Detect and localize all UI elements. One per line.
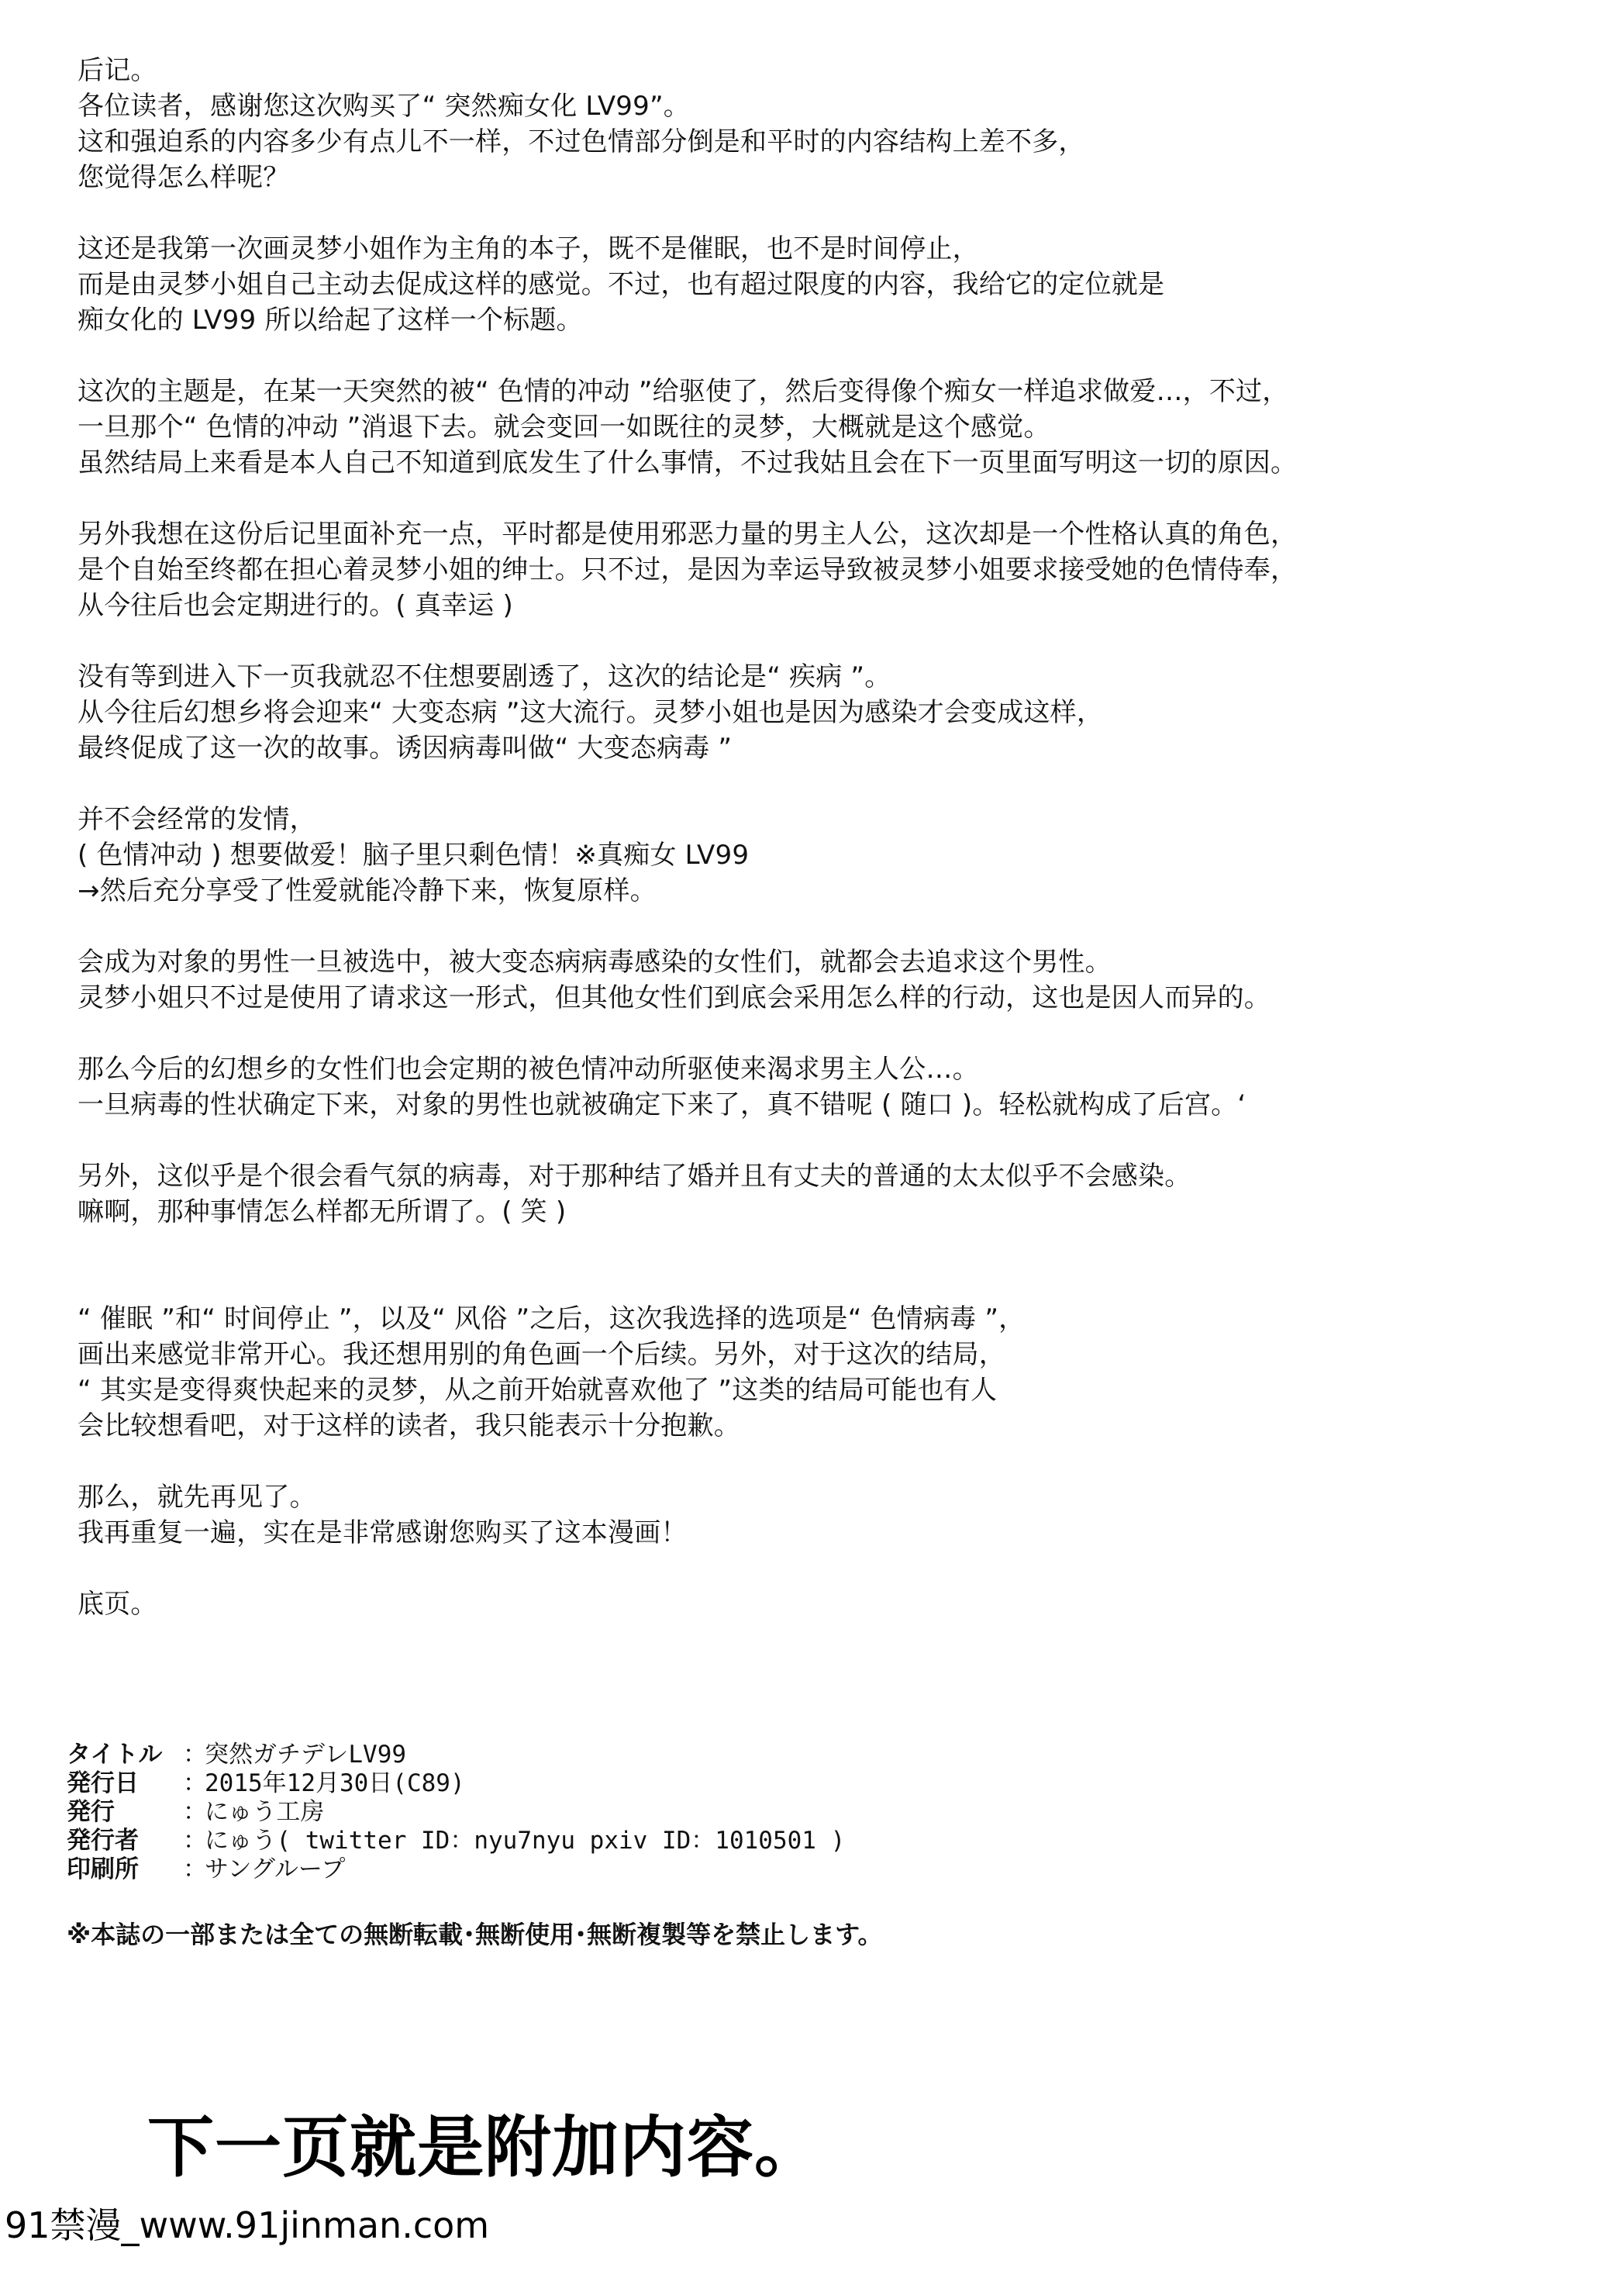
text-line: 那么，就先再见了。 [78,1482,316,1513]
text-line: 而是由灵梦小姐自己主动去促成这样的感觉。不过，也有超过限度的内容，我给它的定位就是 [78,269,1165,300]
colophon-row-printer [67,1855,1152,1884]
afterword-paragraph-1 [78,53,1597,195]
colophon-row-title [67,1741,1152,1769]
text-line: →然后充分享受了性爱就能冷静下来，恢复原样。 [78,875,657,906]
text-line: 灵梦小姐只不过是使用了请求这一形式，但其他女性们到底会采用怎么样的行动，这也是因人而异的。 [78,982,1271,1013]
afterword-paragraph-11 [78,1479,1597,1551]
afterword-paragraph-10 [78,1301,1597,1444]
text-line: 从今往后也会定期进行的。( 真幸运 ) [78,590,513,621]
colophon-key: 発行日 [67,1769,139,1797]
afterword-heading: 后记。 [78,55,157,86]
copyright-notice: ※本誌の一部または全ての無断転載･無断使用･無断複製等を禁止します。 [67,1920,883,1949]
text-line: 一旦病毒的性状确定下来，对象的男性也就被确定下来了，真不错呢 ( 随口 )。轻松就构成了后宫。‘ [78,1089,1246,1120]
afterword-paragraph-2 [78,231,1597,338]
colophon-row-publisher [67,1798,1152,1827]
colophon-separator: ： [183,1798,207,1826]
colophon-heading: 底页。 [78,1589,157,1620]
afterword-paragraph-6 [78,802,1597,909]
afterword-paragraph-9 [78,1158,1597,1230]
colophon-row-date [67,1769,1152,1798]
text-line: 痴女化的 LV99 所以给起了这样一个标题。 [78,305,583,336]
afterword-paragraph-3 [78,374,1597,481]
text-line: 您觉得怎么样呢？ [78,162,290,193]
colophon-value: にゅう工房 [205,1798,325,1826]
afterword-paragraph-12 [78,1586,1597,1622]
text-line: 嘛啊，那种事情怎么样都无所谓了。( 笑 ) [78,1196,567,1227]
text-line: 没有等到进入下一页我就忍不住想要剧透了，这次的结论是“ 疾病 ”。 [78,661,891,692]
afterword-body [78,53,1597,1658]
colophon-separator: ： [183,1855,207,1883]
text-line: “ 催眠 ”和“ 时间停止 ”，以及“ 风俗 ”之后，这次我选择的选项是“ 色情病毒 ”， [78,1303,1026,1334]
text-line: 最终促成了这一次的故事。诱因病毒叫做“ 大变态病毒 ” [78,733,733,764]
site-watermark: 91禁漫_www.91jinman.com [5,2204,490,2246]
text-line: 这次的主题是，在某一天突然的被“ 色情的冲动 ”给驱使了，然后变得像个痴女一样追求做爱…，不过， [78,376,1289,407]
text-line: ( 色情冲动 ) 想要做爱！脑子里只剩色情！※真痴女 LV99 [78,840,750,871]
text-line: 会比较想看吧，对于这样的读者，我只能表示十分抱歉。 [78,1410,740,1441]
colophon-row-issuer [67,1827,1152,1855]
text-line: 这还是我第一次画灵梦小姐作为主角的本子，既不是催眠，也不是时间停止， [78,233,979,264]
text-line: 那么今后的幻想乡的女性们也会定期的被色情冲动所驱使来渴求男主人公…。 [78,1054,979,1085]
colophon-key: 発行 [67,1798,115,1826]
afterword-paragraph-8 [78,1051,1597,1123]
colophon-key: 印刷所 [67,1855,139,1883]
text-line: 另外，这似乎是个很会看气氛的病毒，对于那种结了婚并且有丈夫的普通的太太似乎不会感染。 [78,1161,1191,1192]
text-line: 是个自始至终都在担心着灵梦小姐的绅士。只不过，是因为幸运导致被灵梦小姐要求接受她的色情侍奉， [78,554,1298,585]
text-line: 我再重复一遍，实在是非常感谢您购买了这本漫画！ [78,1517,688,1548]
afterword-paragraph-7 [78,944,1597,1016]
colophon-key: タイトル [67,1741,163,1769]
colophon-value: にゅう( twitter ID：nyu7nyu pxiv ID：1010501 ) [205,1827,846,1855]
colophon-separator: ： [183,1741,207,1769]
next-page-announcement: 下一页就是附加内容。 [147,2109,822,2187]
afterword-paragraph-4 [78,516,1597,623]
text-line: 另外我想在这份后记里面补充一点，平时都是使用邪恶力量的男主人公，这次却是一个性格认真的角色， [78,519,1298,550]
text-line: 画出来感觉非常开心。我还想用别的角色画一个后续。另外，对于这次的结局， [78,1339,1005,1370]
text-line: 并不会经常的发情， [78,804,316,835]
colophon-key: 発行者 [67,1827,139,1855]
colophon-separator: ： [183,1769,207,1797]
colophon-value: 突然ガチデレLV99 [205,1741,407,1769]
colophon-value: 2015年12月30日(C89) [205,1769,465,1797]
text-line: “ 其实是变得爽快起来的灵梦，从之前开始就喜欢他了 ”这类的结局可能也有人 [78,1375,998,1406]
text-line: 这和强迫系的内容多少有点儿不一样，不过色情部分倒是和平时的内容结构上差不多， [78,126,1085,157]
text-line: 从今往后幻想乡将会迎来“ 大变态病 ”这大流行。灵梦小姐也是因为感染才会变成这样， [78,697,1104,728]
colophon-separator: ： [183,1827,207,1855]
text-line: 一旦那个“ 色情的冲动 ”消退下去。就会变回一如既往的灵梦，大概就是这个感觉。 [78,412,1050,443]
colophon-value: サングループ [205,1855,346,1883]
afterword-paragraph-5 [78,659,1597,766]
colophon-table [67,1741,1152,1884]
text-line: 虽然结局上来看是本人自己不知道到底发生了什么事情，不过我姑且会在下一页里面写明这一切的原因。 [78,447,1298,478]
text-line: 各位读者，感谢您这次购买了“ 突然痴女化 LV99”。 [78,91,690,122]
text-line: 会成为对象的男性一旦被选中，被大变态病病毒感染的女性们，就都会去追求这个男性。 [78,947,1112,978]
